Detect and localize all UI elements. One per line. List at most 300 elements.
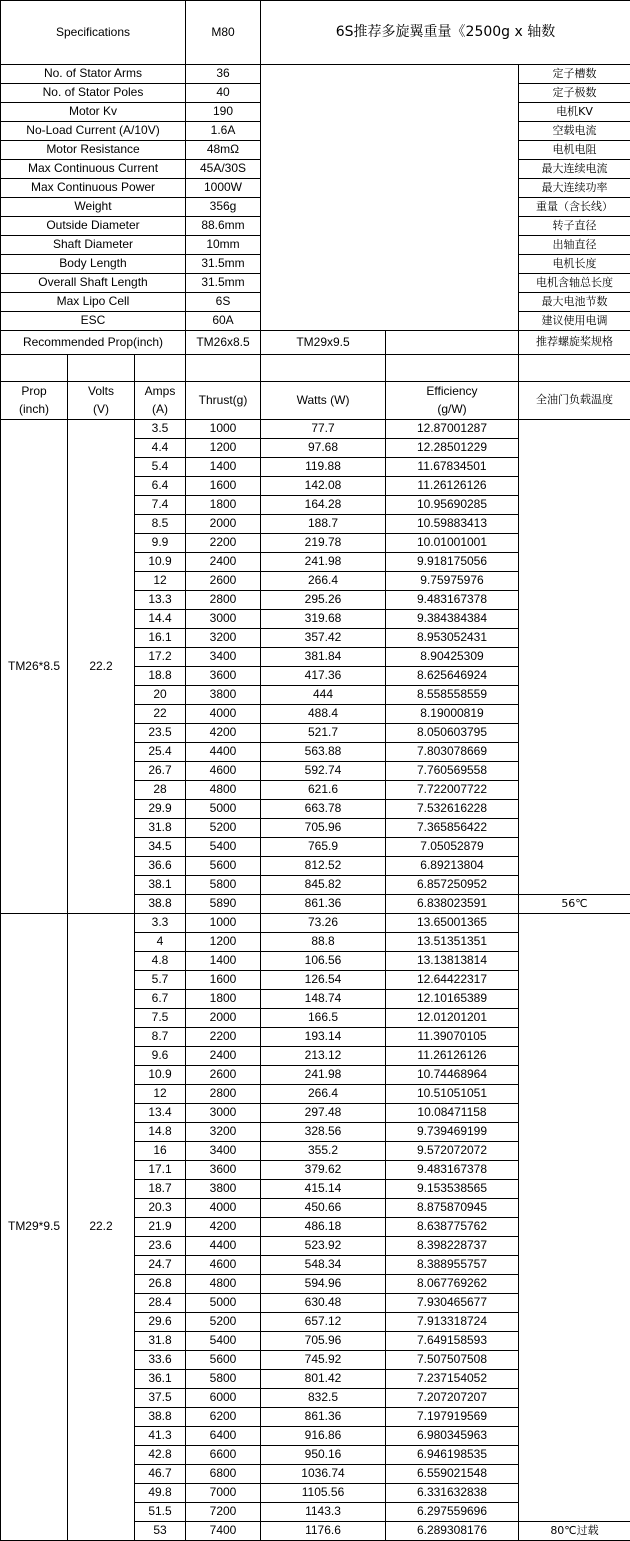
efficiency-cell: 8.388955757 [386, 1256, 519, 1275]
spec-value: 45A/30S [186, 160, 261, 179]
thrust-cell: 1800 [186, 990, 261, 1009]
watts-cell: 166.5 [261, 1009, 386, 1028]
thrust-cell: 1400 [186, 952, 261, 971]
thrust-cell: 4000 [186, 705, 261, 724]
efficiency-cell: 7.722007722 [386, 781, 519, 800]
amps-cell: 23.5 [135, 724, 186, 743]
amps-cell: 20.3 [135, 1199, 186, 1218]
amps-cell: 28 [135, 781, 186, 800]
amps-cell: 26.8 [135, 1275, 186, 1294]
temp-cell: 56℃ [519, 895, 630, 914]
spec-value: 356g [186, 198, 261, 217]
amps-cell: 7.5 [135, 1009, 186, 1028]
spec-cn-label: 最大电池节数 [519, 293, 630, 312]
volts-cell: 22.2 [68, 914, 135, 1541]
watts-cell: 379.62 [261, 1161, 386, 1180]
spec-cn-label: 转子直径 [519, 217, 630, 236]
efficiency-cell: 9.153538565 [386, 1180, 519, 1199]
thrust-cell: 6400 [186, 1427, 261, 1446]
amps-cell: 22 [135, 705, 186, 724]
efficiency-cell: 13.51351351 [386, 933, 519, 952]
spec-cn-label: 建议使用电调 [519, 312, 630, 331]
watts-cell: 241.98 [261, 553, 386, 572]
amps-cell: 14.4 [135, 610, 186, 629]
col-temp-header: 全油门负载温度 [519, 382, 630, 420]
efficiency-cell: 8.050603795 [386, 724, 519, 743]
efficiency-cell: 7.913318724 [386, 1313, 519, 1332]
watts-cell: 126.54 [261, 971, 386, 990]
thrust-cell: 1000 [186, 914, 261, 933]
watts-cell: 812.52 [261, 857, 386, 876]
watts-cell: 328.56 [261, 1123, 386, 1142]
amps-cell: 20 [135, 686, 186, 705]
thrust-cell: 2800 [186, 591, 261, 610]
spec-blank-area [261, 65, 519, 331]
page-title: 6S推荐多旋翼重量《2500g x 轴数 [261, 1, 630, 65]
amps-cell: 5.7 [135, 971, 186, 990]
watts-cell: 73.26 [261, 914, 386, 933]
col-volts-unit: (V) [68, 401, 135, 420]
efficiency-cell: 7.237154052 [386, 1370, 519, 1389]
spec-value: 31.5mm [186, 274, 261, 293]
watts-cell: 106.56 [261, 952, 386, 971]
watts-cell: 297.48 [261, 1104, 386, 1123]
amps-cell: 46.7 [135, 1465, 186, 1484]
spec-value: 31.5mm [186, 255, 261, 274]
efficiency-cell: 7.365856422 [386, 819, 519, 838]
watts-cell: 1143.3 [261, 1503, 386, 1522]
spec-value: 36 [186, 65, 261, 84]
watts-cell: 219.78 [261, 534, 386, 553]
spacer-cell [186, 355, 261, 382]
amps-cell: 31.8 [135, 1332, 186, 1351]
temp-cell: 80℃过载 [519, 1522, 630, 1541]
spec-value: 48mΩ [186, 141, 261, 160]
table-header-row [1, 382, 630, 401]
amps-cell: 18.7 [135, 1180, 186, 1199]
watts-cell: 266.4 [261, 1085, 386, 1104]
watts-cell: 630.48 [261, 1294, 386, 1313]
spec-cn-label: 出轴直径 [519, 236, 630, 255]
thrust-cell: 5200 [186, 819, 261, 838]
spec-label: ESC [1, 312, 186, 331]
spec-label: No. of Stator Arms [1, 65, 186, 84]
efficiency-cell: 8.067769262 [386, 1275, 519, 1294]
watts-cell: 621.6 [261, 781, 386, 800]
efficiency-cell: 8.398228737 [386, 1237, 519, 1256]
thrust-cell: 3200 [186, 629, 261, 648]
thrust-cell: 2400 [186, 553, 261, 572]
thrust-cell: 2200 [186, 1028, 261, 1047]
spacer-cell [261, 355, 386, 382]
efficiency-cell: 10.74468964 [386, 1066, 519, 1085]
amps-cell: 24.7 [135, 1256, 186, 1275]
watts-cell: 916.86 [261, 1427, 386, 1446]
col-prop-header: Prop [1, 382, 68, 401]
thrust-cell: 3600 [186, 1161, 261, 1180]
thrust-cell: 5800 [186, 876, 261, 895]
spec-cn-label: 最大连续功率 [519, 179, 630, 198]
watts-cell: 241.98 [261, 1066, 386, 1085]
thrust-cell: 5600 [186, 857, 261, 876]
watts-cell: 950.16 [261, 1446, 386, 1465]
header-row [1, 1, 630, 65]
efficiency-cell: 6.838023591 [386, 895, 519, 914]
efficiency-cell: 13.65001365 [386, 914, 519, 933]
efficiency-cell: 8.625646924 [386, 667, 519, 686]
watts-cell: 523.92 [261, 1237, 386, 1256]
spec-label: Max Continuous Current [1, 160, 186, 179]
thrust-cell: 3000 [186, 610, 261, 629]
amps-cell: 8.7 [135, 1028, 186, 1047]
thrust-cell: 1200 [186, 439, 261, 458]
efficiency-cell: 6.980345963 [386, 1427, 519, 1446]
efficiency-cell: 7.930465677 [386, 1294, 519, 1313]
amps-cell: 18.8 [135, 667, 186, 686]
watts-cell: 415.14 [261, 1180, 386, 1199]
amps-cell: 4.8 [135, 952, 186, 971]
amps-cell: 6.7 [135, 990, 186, 1009]
spec-label: Max Continuous Power [1, 179, 186, 198]
thrust-cell: 6200 [186, 1408, 261, 1427]
spec-label: Max Lipo Cell [1, 293, 186, 312]
thrust-cell: 4800 [186, 1275, 261, 1294]
thrust-cell: 4600 [186, 1256, 261, 1275]
thrust-cell: 6600 [186, 1446, 261, 1465]
spacer-cell [135, 355, 186, 382]
efficiency-cell: 9.918175056 [386, 553, 519, 572]
efficiency-cell: 9.483167378 [386, 1161, 519, 1180]
efficiency-cell: 11.67834501 [386, 458, 519, 477]
efficiency-cell: 9.75975976 [386, 572, 519, 591]
efficiency-cell: 7.649158593 [386, 1332, 519, 1351]
watts-cell: 521.7 [261, 724, 386, 743]
thrust-cell: 5600 [186, 1351, 261, 1370]
efficiency-cell: 10.95690285 [386, 496, 519, 515]
recommended-prop-1: TM26x8.5 [186, 331, 261, 355]
efficiency-cell: 6.857250952 [386, 876, 519, 895]
efficiency-cell: 9.483167378 [386, 591, 519, 610]
amps-cell: 4 [135, 933, 186, 952]
spec-cn-label: 电机含轴总长度 [519, 274, 630, 293]
amps-cell: 38.8 [135, 895, 186, 914]
thrust-cell: 7000 [186, 1484, 261, 1503]
thrust-cell: 3400 [186, 648, 261, 667]
amps-cell: 12 [135, 572, 186, 591]
amps-cell: 38.8 [135, 1408, 186, 1427]
amps-cell: 31.8 [135, 819, 186, 838]
watts-cell: 148.74 [261, 990, 386, 1009]
watts-cell: 193.14 [261, 1028, 386, 1047]
watts-cell: 548.34 [261, 1256, 386, 1275]
amps-cell: 38.1 [135, 876, 186, 895]
amps-cell: 9.9 [135, 534, 186, 553]
thrust-cell: 3000 [186, 1104, 261, 1123]
watts-cell: 417.36 [261, 667, 386, 686]
spec-value: 40 [186, 84, 261, 103]
amps-cell: 3.3 [135, 914, 186, 933]
efficiency-cell: 7.05052879 [386, 838, 519, 857]
efficiency-cell: 10.08471158 [386, 1104, 519, 1123]
efficiency-cell: 6.946198535 [386, 1446, 519, 1465]
table-row [1, 420, 630, 439]
watts-cell: 142.08 [261, 477, 386, 496]
thrust-cell: 2200 [186, 534, 261, 553]
thrust-cell: 5200 [186, 1313, 261, 1332]
spec-cn-label: 电机电阻 [519, 141, 630, 160]
spec-value: 88.6mm [186, 217, 261, 236]
efficiency-cell: 10.01001001 [386, 534, 519, 553]
spec-label: Overall Shaft Length [1, 274, 186, 293]
col-amps-unit: (A) [135, 401, 186, 420]
thrust-cell: 3200 [186, 1123, 261, 1142]
amps-cell: 7.4 [135, 496, 186, 515]
efficiency-cell: 10.51051051 [386, 1085, 519, 1104]
efficiency-cell: 7.803078669 [386, 743, 519, 762]
efficiency-cell: 12.87001287 [386, 420, 519, 439]
thrust-cell: 5000 [186, 800, 261, 819]
thrust-cell: 7400 [186, 1522, 261, 1541]
col-prop-unit: (inch) [1, 401, 68, 420]
watts-cell: 164.28 [261, 496, 386, 515]
col-efficiency-header: Efficiency [386, 382, 519, 401]
watts-cell: 663.78 [261, 800, 386, 819]
amps-cell: 13.4 [135, 1104, 186, 1123]
watts-cell: 1036.74 [261, 1465, 386, 1484]
efficiency-cell: 6.289308176 [386, 1522, 519, 1541]
spec-label: Motor Resistance [1, 141, 186, 160]
recommended-label: Recommended Prop(inch) [1, 331, 186, 355]
prop-size-cell: TM26*8.5 [1, 420, 68, 914]
efficiency-cell: 8.875870945 [386, 1199, 519, 1218]
volts-cell: 22.2 [68, 420, 135, 914]
thrust-cell: 2600 [186, 572, 261, 591]
thrust-cell: 1600 [186, 971, 261, 990]
watts-cell: 97.68 [261, 439, 386, 458]
recommended-blank [386, 331, 519, 355]
watts-cell: 1176.6 [261, 1522, 386, 1541]
thrust-cell: 6000 [186, 1389, 261, 1408]
amps-cell: 34.5 [135, 838, 186, 857]
thrust-cell: 2000 [186, 515, 261, 534]
spec-label: Shaft Diameter [1, 236, 186, 255]
efficiency-cell: 7.207207207 [386, 1389, 519, 1408]
amps-cell: 12 [135, 1085, 186, 1104]
watts-cell: 832.5 [261, 1389, 386, 1408]
watts-cell: 444 [261, 686, 386, 705]
amps-cell: 16 [135, 1142, 186, 1161]
spec-label: Weight [1, 198, 186, 217]
watts-cell: 705.96 [261, 819, 386, 838]
amps-cell: 51.5 [135, 1503, 186, 1522]
col-watts-header: Watts (W) [261, 382, 386, 420]
amps-cell: 42.8 [135, 1446, 186, 1465]
thrust-cell: 4000 [186, 1199, 261, 1218]
amps-cell: 29.9 [135, 800, 186, 819]
watts-cell: 705.96 [261, 1332, 386, 1351]
efficiency-cell: 13.13813814 [386, 952, 519, 971]
spec-label: No-Load Current (A/10V) [1, 122, 186, 141]
efficiency-cell: 7.507507508 [386, 1351, 519, 1370]
spacer-row [1, 355, 630, 382]
watts-cell: 745.92 [261, 1351, 386, 1370]
thrust-cell: 5890 [186, 895, 261, 914]
thrust-cell: 5000 [186, 1294, 261, 1313]
watts-cell: 319.68 [261, 610, 386, 629]
thrust-cell: 3400 [186, 1142, 261, 1161]
watts-cell: 801.42 [261, 1370, 386, 1389]
amps-cell: 21.9 [135, 1218, 186, 1237]
watts-cell: 486.18 [261, 1218, 386, 1237]
watts-cell: 657.12 [261, 1313, 386, 1332]
amps-cell: 29.6 [135, 1313, 186, 1332]
efficiency-cell: 7.197919569 [386, 1408, 519, 1427]
col-efficiency-unit: (g/W) [386, 401, 519, 420]
prop-size-cell: TM29*9.5 [1, 914, 68, 1541]
spec-cn-label: 最大连续电流 [519, 160, 630, 179]
amps-cell: 36.6 [135, 857, 186, 876]
thrust-cell: 2000 [186, 1009, 261, 1028]
amps-cell: 10.9 [135, 553, 186, 572]
watts-cell: 357.42 [261, 629, 386, 648]
amps-cell: 5.4 [135, 458, 186, 477]
watts-cell: 861.36 [261, 895, 386, 914]
amps-cell: 53 [135, 1522, 186, 1541]
spec-value: 10mm [186, 236, 261, 255]
efficiency-cell: 6.89213804 [386, 857, 519, 876]
amps-cell: 8.5 [135, 515, 186, 534]
spacer-cell [68, 355, 135, 382]
thrust-cell: 4600 [186, 762, 261, 781]
amps-cell: 13.3 [135, 591, 186, 610]
efficiency-cell: 8.953052431 [386, 629, 519, 648]
thrust-cell: 5800 [186, 1370, 261, 1389]
spec-value: 60A [186, 312, 261, 331]
thrust-cell: 1200 [186, 933, 261, 952]
amps-cell: 10.9 [135, 1066, 186, 1085]
watts-cell: 213.12 [261, 1047, 386, 1066]
thrust-cell: 2800 [186, 1085, 261, 1104]
watts-cell: 594.96 [261, 1275, 386, 1294]
amps-cell: 23.6 [135, 1237, 186, 1256]
amps-cell: 41.3 [135, 1427, 186, 1446]
efficiency-cell: 12.64422317 [386, 971, 519, 990]
amps-cell: 16.1 [135, 629, 186, 648]
amps-cell: 25.4 [135, 743, 186, 762]
thrust-cell: 1800 [186, 496, 261, 515]
efficiency-cell: 8.19000819 [386, 705, 519, 724]
thrust-cell: 4400 [186, 743, 261, 762]
watts-cell: 861.36 [261, 1408, 386, 1427]
recommended-cn-label: 推荐螺旋桨规格 [519, 331, 630, 355]
spec-label: Motor Kv [1, 103, 186, 122]
amps-cell: 37.5 [135, 1389, 186, 1408]
efficiency-cell: 11.26126126 [386, 477, 519, 496]
thrust-cell: 2600 [186, 1066, 261, 1085]
watts-cell: 845.82 [261, 876, 386, 895]
watts-cell: 266.4 [261, 572, 386, 591]
thrust-cell: 2400 [186, 1047, 261, 1066]
efficiency-cell: 12.28501229 [386, 439, 519, 458]
watts-cell: 1105.56 [261, 1484, 386, 1503]
efficiency-cell: 9.739469199 [386, 1123, 519, 1142]
watts-cell: 488.4 [261, 705, 386, 724]
spec-value: 1000W [186, 179, 261, 198]
watts-cell: 765.9 [261, 838, 386, 857]
thrust-cell: 1600 [186, 477, 261, 496]
efficiency-cell: 8.90425309 [386, 648, 519, 667]
table-row [1, 914, 630, 933]
spec-label: Specifications [1, 1, 186, 65]
amps-cell: 17.1 [135, 1161, 186, 1180]
efficiency-cell: 11.39070105 [386, 1028, 519, 1047]
amps-cell: 36.1 [135, 1370, 186, 1389]
watts-cell: 592.74 [261, 762, 386, 781]
spec-value: 6S [186, 293, 261, 312]
amps-cell: 3.5 [135, 420, 186, 439]
amps-cell: 14.8 [135, 1123, 186, 1142]
recommended-prop-row [1, 331, 630, 355]
spec-cn-label: 电机长度 [519, 255, 630, 274]
watts-cell: 119.88 [261, 458, 386, 477]
thrust-cell: 6800 [186, 1465, 261, 1484]
watts-cell: 450.66 [261, 1199, 386, 1218]
spec-cn-label: 电机KV [519, 103, 630, 122]
col-thrust-header: Thrust(g) [186, 382, 261, 420]
spec-value: 190 [186, 103, 261, 122]
spacer-cell [1, 355, 68, 382]
amps-cell: 4.4 [135, 439, 186, 458]
spacer-cell [519, 355, 630, 382]
amps-cell: 28.4 [135, 1294, 186, 1313]
efficiency-cell: 10.59883413 [386, 515, 519, 534]
amps-cell: 17.2 [135, 648, 186, 667]
watts-cell: 77.7 [261, 420, 386, 439]
thrust-cell: 4400 [186, 1237, 261, 1256]
efficiency-cell: 11.26126126 [386, 1047, 519, 1066]
spec-row [1, 65, 630, 84]
spec-cn-label: 空载电流 [519, 122, 630, 141]
efficiency-cell: 9.572072072 [386, 1142, 519, 1161]
efficiency-cell: 9.384384384 [386, 610, 519, 629]
thrust-cell: 5400 [186, 838, 261, 857]
temp-blank [519, 420, 630, 895]
spacer-cell [386, 355, 519, 382]
watts-cell: 563.88 [261, 743, 386, 762]
spec-value: 1.6A [186, 122, 261, 141]
watts-cell: 295.26 [261, 591, 386, 610]
efficiency-cell: 12.10165389 [386, 990, 519, 1009]
thrust-cell: 5400 [186, 1332, 261, 1351]
recommended-prop-2: TM29x9.5 [261, 331, 386, 355]
watts-cell: 88.8 [261, 933, 386, 952]
spec-cn-label: 定子槽数 [519, 65, 630, 84]
thrust-cell: 1400 [186, 458, 261, 477]
watts-cell: 188.7 [261, 515, 386, 534]
col-volts-header: Volts [68, 382, 135, 401]
thrust-cell: 1000 [186, 420, 261, 439]
efficiency-cell: 7.760569558 [386, 762, 519, 781]
temp-blank [519, 914, 630, 1522]
amps-cell: 6.4 [135, 477, 186, 496]
efficiency-cell: 6.559021548 [386, 1465, 519, 1484]
model-name: M80 [186, 1, 261, 65]
amps-cell: 26.7 [135, 762, 186, 781]
amps-cell: 9.6 [135, 1047, 186, 1066]
efficiency-cell: 12.01201201 [386, 1009, 519, 1028]
amps-cell: 33.6 [135, 1351, 186, 1370]
amps-cell: 49.8 [135, 1484, 186, 1503]
